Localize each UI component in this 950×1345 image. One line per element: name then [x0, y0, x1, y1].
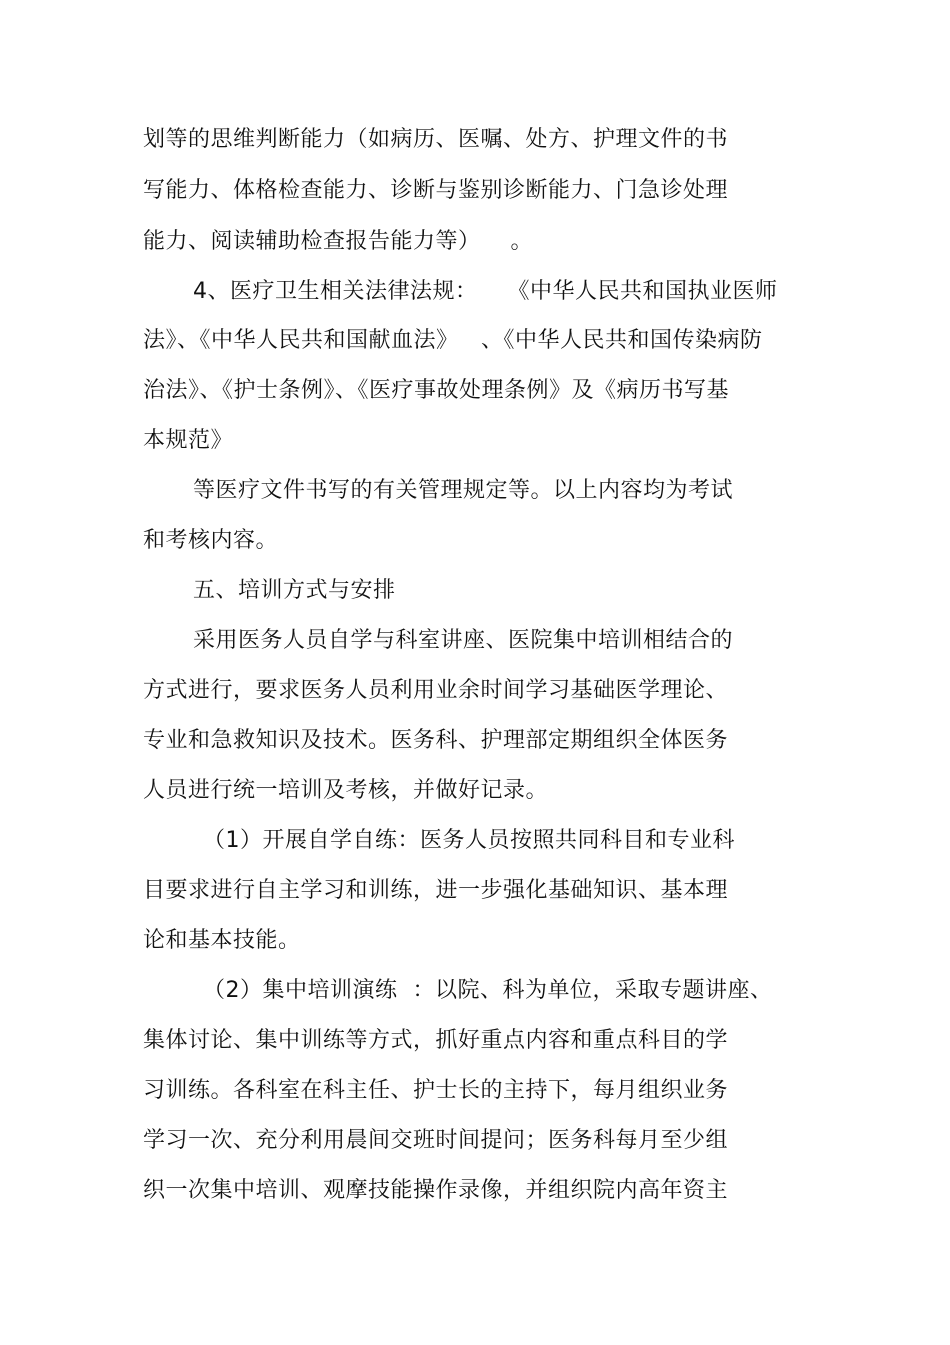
text-line: （1）开展自学自练：医务人员按照共同科目和专业科 — [203, 828, 735, 853]
text-line: 划等的思维判断能力（如病历、医嘱、处方、护理文件的书 — [143, 127, 729, 152]
text-line: 方式进行，要求医务人员利用业余时间学习基础医学理论、 — [143, 678, 729, 703]
text-line: 能力、阅读辅助检查报告能力等） 。 — [143, 229, 533, 254]
text-line: 4、医疗卫生相关法律法规： 《中华人民共和国执业医师 — [193, 279, 778, 304]
text-line: 集体讨论、集中训练等方式，抓好重点内容和重点科目的学 — [143, 1028, 729, 1053]
text-line: 专业和急救知识及技术。医务科、护理部定期组织全体医务 — [143, 728, 729, 753]
text-line: 织一次集中培训、观摩技能操作录像，并组织院内高年资主 — [143, 1178, 729, 1203]
text-line: 治法》、《护士条例》、《医疗事故处理条例》及《病历书写基 — [143, 378, 730, 403]
text-line: 和考核内容。 — [143, 528, 279, 553]
text-line: 目要求进行自主学习和训练，进一步强化基础知识、基本理 — [143, 878, 729, 903]
text-line: 论和基本技能。 — [143, 928, 301, 953]
text-line: 人员进行统一培训及考核，并做好记录。 — [143, 778, 549, 803]
text-line: 写能力、体格检查能力、诊断与鉴别诊断能力、门急诊处理 — [143, 178, 729, 203]
text-line: 本规范》 — [143, 428, 234, 453]
text-line: 法》、《中华人民共和国献血法》 、《中华人民共和国传染病防 — [143, 328, 763, 353]
text-line: 学习一次、充分利用晨间交班时间提问；医务科每月至少组 — [143, 1128, 729, 1153]
text-line: （2）集中培训演练 ：以院、科为单位，采取专题讲座、 — [203, 978, 773, 1003]
section-heading: 五、培训方式与安排 — [193, 578, 396, 603]
text-line: 采用医务人员自学与科室讲座、医院集中培训相结合的 — [193, 628, 734, 653]
text-line: 等医疗文件书写的有关管理规定等。以上内容均为考试 — [193, 478, 734, 503]
text-line: 习训练。各科室在科主任、护士长的主持下，每月组织业务 — [143, 1078, 729, 1103]
